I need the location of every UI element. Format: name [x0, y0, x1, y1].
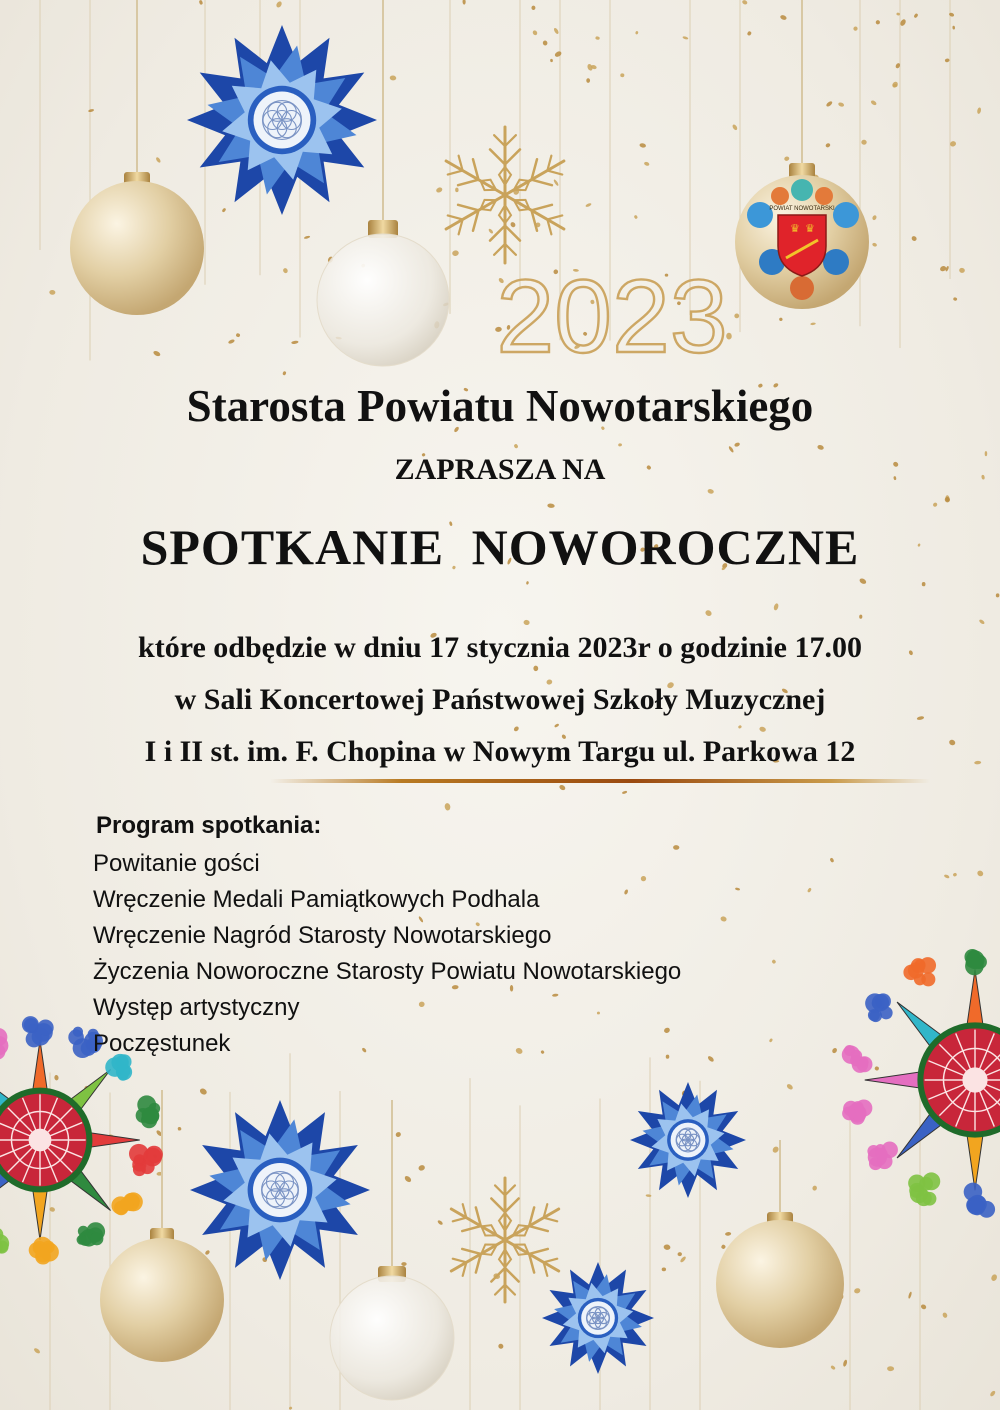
- svg-text:♛: ♛: [790, 222, 800, 235]
- event-details: [0, 622, 1000, 778]
- divider: [270, 779, 930, 783]
- program-list: [93, 846, 853, 1062]
- program-section: [93, 812, 853, 1062]
- program-item: Występ artystyczny: [93, 994, 300, 1021]
- program-item: Powitanie gości: [93, 850, 260, 877]
- gold-bauble: [716, 1140, 844, 1348]
- event-address-line: I i II st. im. F. Chopina w Nowym Targu ul. Parkowa 12: [144, 735, 856, 768]
- gold-bauble: [100, 1090, 224, 1362]
- program-heading: Program spotkania:: [96, 812, 322, 839]
- svg-text:♛: ♛: [805, 222, 815, 235]
- folk-carol-star-icon: [842, 949, 1000, 1218]
- program-item: Poczęstunek: [93, 1030, 231, 1057]
- glass-bauble: [330, 1100, 454, 1400]
- event-venue-line: w Sali Koncertowej Państwowej Szkoły Muzycznej: [174, 683, 826, 716]
- program-item: Wręczenie Nagród Starosty Nowotarskiego: [93, 922, 552, 949]
- blue-star-icon: [187, 25, 377, 215]
- program-item: Życzenia Noworoczne Starosty Powiatu Nowotarskiego: [93, 958, 682, 985]
- event-name: SPOTKANIE NOWOROCZNE: [140, 519, 860, 575]
- event-date-line: które odbędzie w dniu 17 stycznia 2023r o godzinie 17.00: [138, 631, 862, 664]
- blue-star-icon: [542, 1262, 654, 1374]
- logo-text: POWIAT NOWOTARSKI: [769, 206, 835, 212]
- page-title: Starosta Powiatu Nowotarskiego: [186, 381, 814, 431]
- blue-star-icon: [190, 1100, 370, 1280]
- subtitle: ZAPRASZA NA: [394, 453, 606, 486]
- program-item: Wręczenie Medali Pamiątkowych Podhala: [93, 886, 540, 913]
- blue-star-icon: [630, 1082, 746, 1198]
- gold-snowflake-icon: [439, 127, 572, 263]
- gold-snowflake-icon: [444, 1178, 565, 1302]
- glass-bauble: [317, 0, 449, 366]
- year-text: 2023: [496, 259, 728, 375]
